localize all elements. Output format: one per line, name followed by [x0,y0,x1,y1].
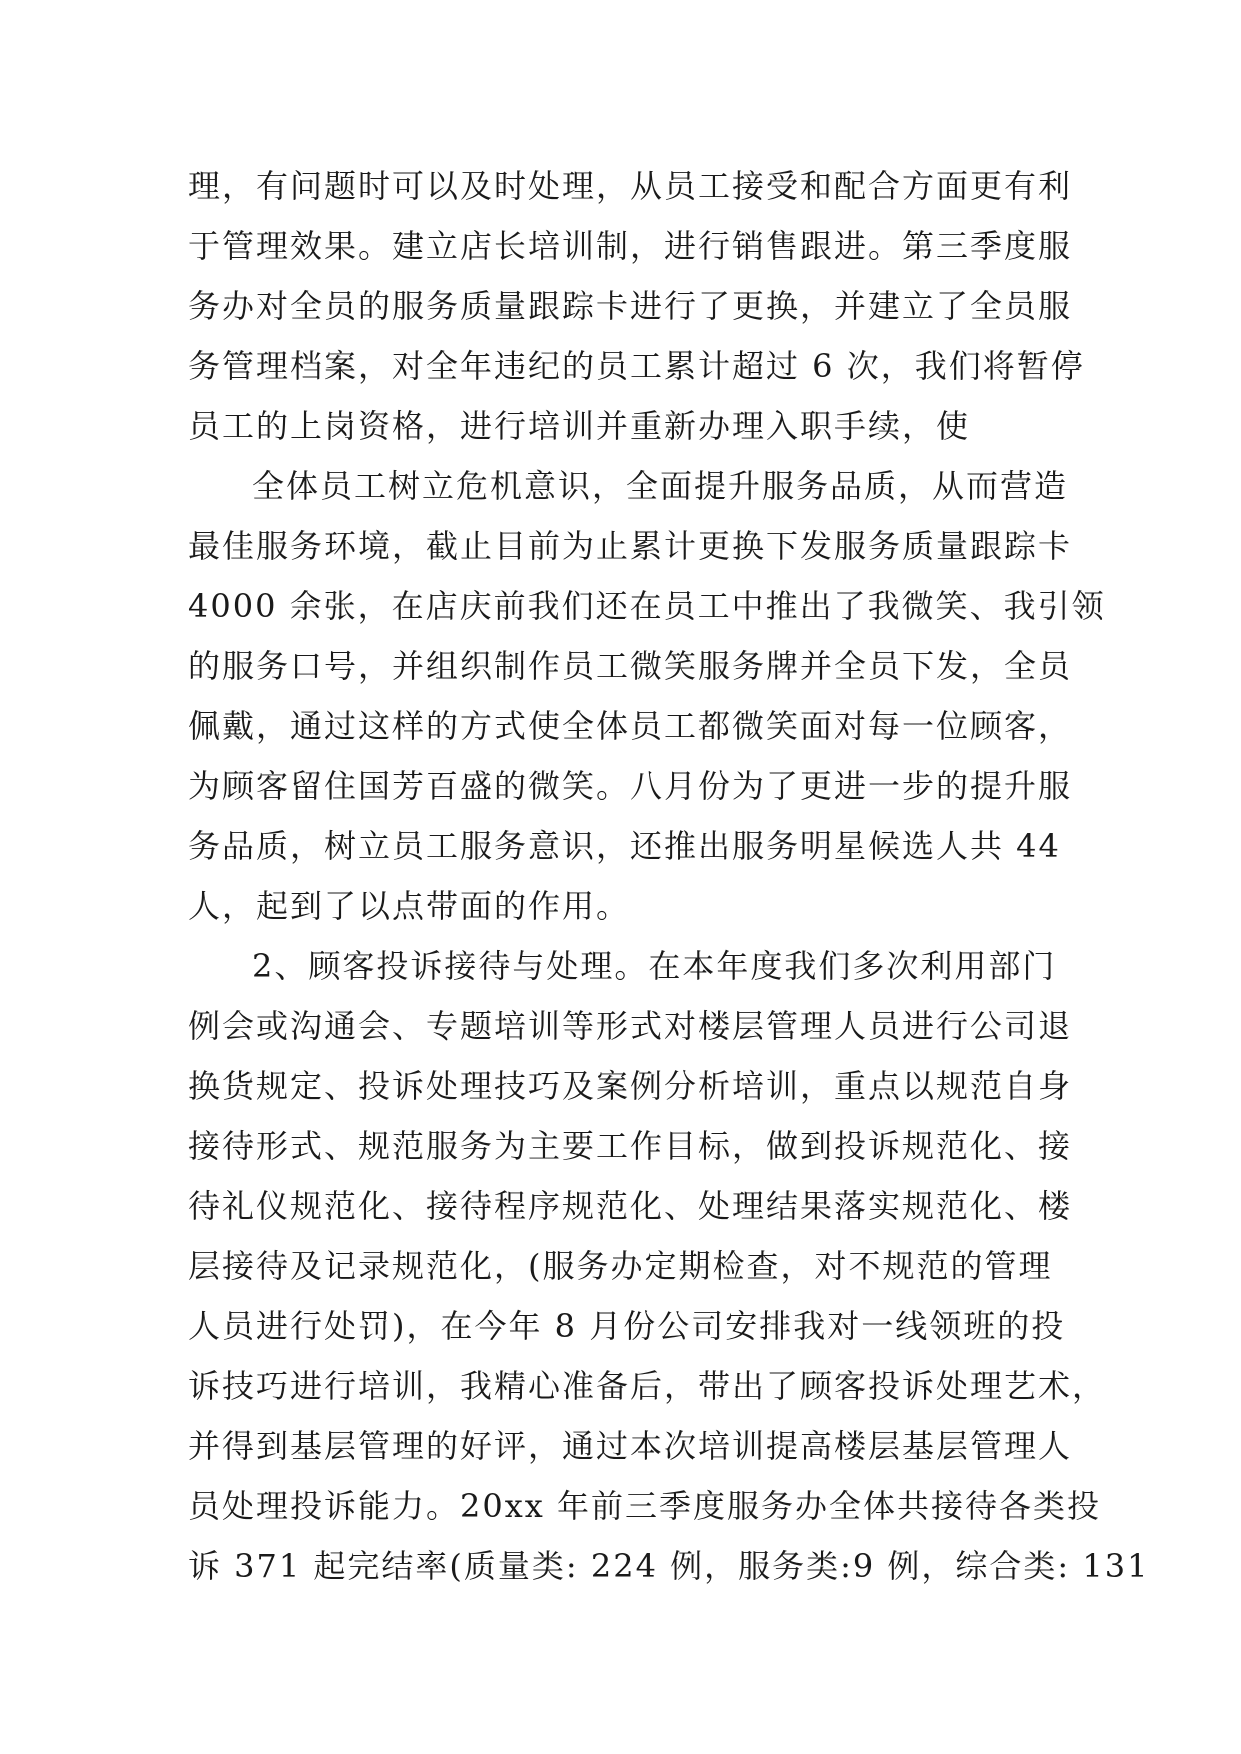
text-line: 于管理效果。建立店长培训制，进行销售跟进。第三季度服 [188,227,1073,265]
text-line: 层接待及记录规范化，(服务办定期检查，对不规范的管理 [188,1247,1053,1285]
text-line: 务管理档案，对全年违纪的员工累计超过 6 次，我们将暂停 [188,347,1085,385]
text-line: 人员进行处罚)，在今年 8 月份公司安排我对一线领班的投 [188,1307,1066,1345]
text-line: 务品质，树立员工服务意识，还推出服务明星候选人共 44 [188,827,1061,865]
text-line: 4000 余张，在店庆前我们还在员工中推出了我微笑、我引领 [188,587,1106,625]
text-line: 诉 371 起完结率(质量类: 224 例，服务类:9 例，综合类: 131 [188,1547,1150,1585]
text-line: 员工的上岗资格，进行培训并重新办理入职手续，使 [188,407,971,445]
text-line: 接待形式、规范服务为主要工作目标，做到投诉规范化、接 [188,1127,1073,1165]
text-line: 最佳服务环境，截止目前为止累计更换下发服务质量跟踪卡 [188,527,1073,565]
text-line: 员处理投诉能力。20xx 年前三季度服务办全体共接待各类投 [188,1487,1101,1525]
text-line: 诉技巧进行培训，我精心准备后，带出了顾客投诉处理艺术， [188,1367,1107,1405]
text-line: 人，起到了以点带面的作用。 [188,887,631,925]
text-line: 为顾客留住国芳百盛的微笑。八月份为了更进一步的提升服 [188,767,1073,805]
text-line: 换货规定、投诉处理技巧及案例分析培训，重点以规范自身 [188,1067,1073,1105]
text-line: 待礼仪规范化、接待程序规范化、处理结果落实规范化、楼 [188,1187,1073,1225]
text-line: 理，有问题时可以及时处理，从员工接受和配合方面更有利 [188,167,1073,205]
text-line: 务办对全员的服务质量跟踪卡进行了更换，并建立了全员服 [188,287,1073,325]
paragraph-start-line: 全体员工树立危机意识，全面提升服务品质，从而营造 [252,467,1069,505]
text-line: 并得到基层管理的好评，通过本次培训提高楼层基层管理人 [188,1427,1073,1465]
text-line: 的服务口号，并组织制作员工微笑服务牌并全员下发，全员 [188,647,1073,685]
body-text [188,156,1150,1596]
paragraph-start-line: 2、顾客投诉接待与处理。在本年度我们多次利用部门 [252,947,1057,985]
text-line: 例会或沟通会、专题培训等形式对楼层管理人员进行公司退 [188,1007,1073,1045]
text-line: 佩戴，通过这样的方式使全体员工都微笑面对每一位顾客， [188,707,1073,745]
